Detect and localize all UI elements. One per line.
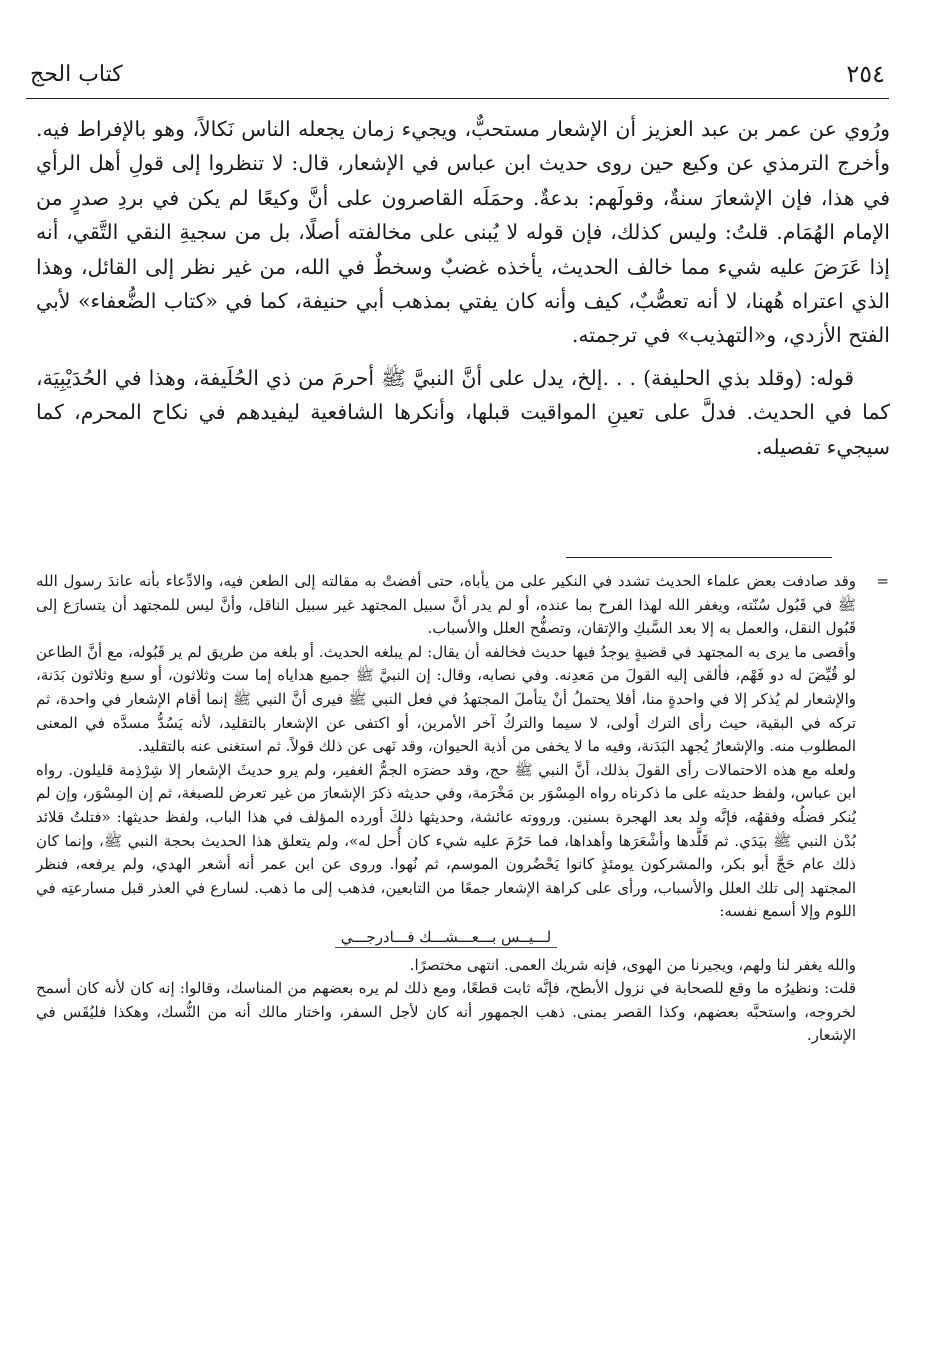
footnote-paragraph: قلت: ونظيرُه ما وقع للصحابة في نزول الأبطح، فإنَّه ثابت قطعًا، ومع ذلك لم يره بعضهم من المناسك، وقالوا: إنه كان لأنه كان أسمح لخروجه، واستحبَّه بعضهم، وكذا القصر بمنى. ذهب الجمهور أنه كان لأجل السفر، واختار مالك أنه من النُّسك، وهكذا فليُقَس في الإشعار. xyxy=(36,979,856,1045)
page-number: ٢٥٤ xyxy=(846,60,885,88)
footnote-paragraph xyxy=(36,570,889,641)
poetry-verse xyxy=(36,926,856,950)
verse-text: لـــيــس بـــعـــشـــك فـــادرجـــي xyxy=(335,927,558,948)
footnote-separator xyxy=(566,557,832,558)
footnote-paragraph: وأقصى ما يرى به المجتهد في قضيةٍ يوجدُ فيها حديث فخالفه أن يقال: لم يبلغه الحديث. أو بلغه من طريق لم ير قَبُوله، مع أنَّ الطاعن لو قُيِّضَ له دو فَهْم، فألقى إليه القولَ من مَعدِنه. وفي نصابه، وقال: إن النبيَّ ﷺ جميع هداياه إما ست وثلاثون، أو سبع وثلاثون بَدَنة، والإشعار لم يُذكر إلا في واحدةٍ منا، أفلا يحتملُ أنْ يتأملَ المجتهدُ في فعل النبي ﷺ فيرى أنَّ النبي ﷺ إنما أقام الإشعار في واحدة، ثم تركه في البقية، حيث رأى الترك أولى، لا سيما والتركُ آخر الأمرين، أو اكتفى عن الإشعار بالتقليد، لأنه يَسُدُّ مسدَّه في المعنى المطلوب منه. والإشعارُ يُجهد البَدَنة، وفيه ما لا يخفى من أذية الحيوان، وقد نَهى عن ذلك قولاً. ثم استغنى عنه بالتقليد. xyxy=(36,642,856,756)
page-header xyxy=(26,58,889,99)
continuation-mark: = xyxy=(876,572,889,590)
footnote-paragraph: والله يغفر لنا ولهم، ويجيرنا من الهوى، فإنه شريك العمى. انتهى مختصرًا. xyxy=(409,955,856,974)
running-title: كتاب الحج xyxy=(30,62,123,87)
footnote-paragraph: ولعله مع هذه الاحتمالات رأى القولَ بذلك، أنَّ النبي ﷺ حج، وقد حضرَه الجمُّ الغفير، ولم يرو حديثَ الإشعار إلا شِرْذِمة قليلون. رواه ابن عباس، ولفظ حديثه على ما ذكرناه رواه المِسْوَر بن مَخْرَمة، وفي حديثه ذكرَ الإشعارَ من غير تعرض للصبغة، ثم إن المِسْوَر، وإن لم يُنكر فضلُه وفقهُه، فإنَّه ولد بعد الهجرة بسنين. ورووته عائشة، وحديثها ذلكَ أورده المؤلف في هذا الباب، ولفظ حديثها: «فتلتُ قلائد بُدْن النبي ﷺ بيَدَي. ثم قَلَّدها وأشْعَرَها وأهداها، فما حَرُمَ عليه شيء كان أُحل له»، ولم يتعلق هذا الحديث بحجة النبي ﷺ، وإنما كان ذلك عام حَجَّ أبو بكر، والمشركون يومئذٍ كانوا يَحْضُرون الموسم، ثم نُهوا. وروى عن ابن عمر أنه أشعر الهدي، ولم يرفعه، فنظر المجتهد إلى تلك العلل والأسباب، ورأى على كراهة الإشعار جمعًا من التابعين، فذهب إلى ما ذهب. لسارع في العذر قبل مسارعتِه في اللوم وإلا أسمع نفسه: xyxy=(36,760,856,921)
main-paragraph: قوله: (وقلد بذي الحليفة) . . .إلخ، يدل على أنَّ النبيَّ ﷺ أحرمَ من ذي الحُلَيفة، وهذا في الحُدَيْبِيَة، كما في الحديث. فدلَّ على تعينِ المواقيت قبلها، وأنكرها الشافعية ليفيدهم في نكاح المحرم، كما سيجيء تفصيله. xyxy=(36,365,890,459)
main-paragraph: ورُوي عن عمر بن عبد العزيز أن الإشعار مستحبٌّ، ويجيء زمان يجعله الناس نَكالاً، وهو بالإفراط فيه. وأخرج الترمذي عن وكيع حين روى حديث ابن عباس في الإشعار، قال: لا تنظروا إلى قولِ أهل الرأي في هذا، فإن الإشعارَ سنةٌ، وقولَهم: بدعةٌ. وحمَلَه القاصرون على أنَّ وكيعًا لم يكن في بردِ صدرٍ من الإمام الهُمَام. قلتُ: وليس كذلك، فإن قوله لا يُبنى على مخالفته أصلًا، بل من سجيةِ النقي التَّقي، أنه إذا عَرَضَ عليه شيء مما خالف الحديث، يأخذه غضبٌ وسخطٌ في الله، من غير نظر إلى القائل، وهذا الذي اعتراه هُهنا، لا أنه تعصُّبٌ، كيف وأنه كان يفتي بمذهب أبي حنيفة، كما في «كتاب الضُّعفاء» لأبي الفتح الأزدي، و«التهذيب» في ترجمته. xyxy=(36,117,890,348)
footnote-text: وقد صادفت بعض علماء الحديث تشدد في النكير على من يأباه، حتى أفضتْ به مقالته إلى الطعن فيه، والادِّعاء بأنه عاندَ رسول الله ﷺ في قَبُول سُنّته، ويغفر الله لهذا الفرح بما عنده، أو لم يدر أنَّ سبيل المجتهد غير سبيل الناقل، وأنَّ ليس للمجتهد أن يتسارَع إلى قَبُول النقل، والعمل به إلا بعد السَّبكِ والإتقان، وتصفُّح العلل والأسباب. xyxy=(36,572,856,638)
main-text xyxy=(36,112,890,464)
footnotes xyxy=(36,570,889,1048)
